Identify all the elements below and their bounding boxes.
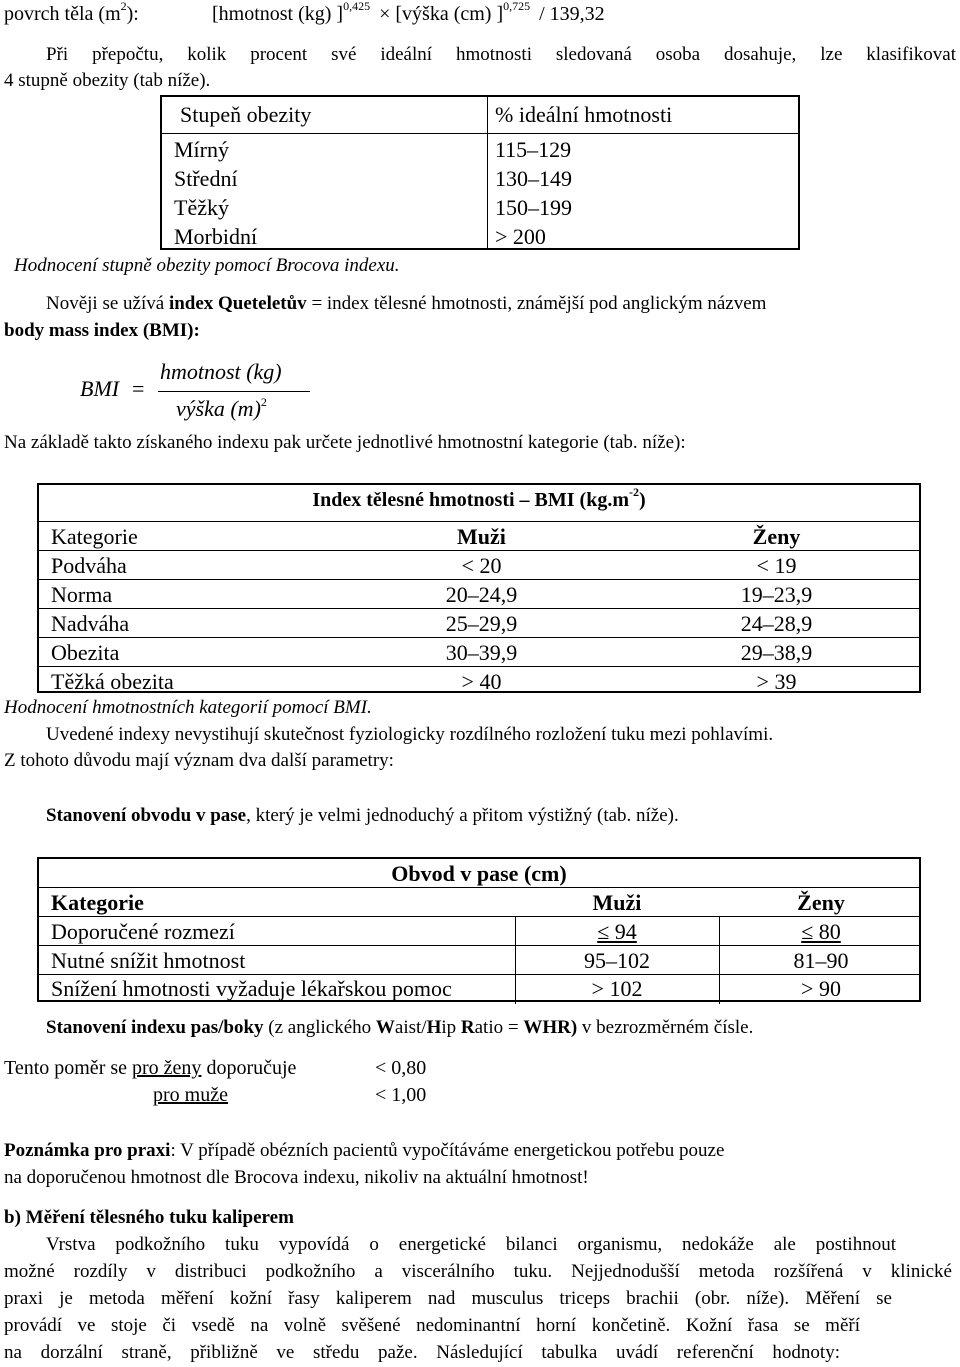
letter-w: W xyxy=(375,1017,395,1038)
header-men: Muži xyxy=(457,524,506,549)
denominator-text: výška xyxy=(176,396,225,421)
ratio-women-line xyxy=(4,1057,296,1080)
table-cell: 24–28,9 xyxy=(740,611,813,636)
text: : V případě obézních pacientů vypočítáváme energetickou potřebu pouze xyxy=(170,1140,725,1161)
formula-prefix: povrch těla (m xyxy=(4,3,121,25)
whr-abbr: WHR) xyxy=(523,1017,578,1038)
formula-mid: ): xyxy=(126,3,139,25)
table-row xyxy=(39,945,919,975)
table-cell: Obezita xyxy=(51,640,120,665)
table-cell: 81–90 xyxy=(793,948,849,973)
formula-weight: [hmotnost (kg) ] xyxy=(212,3,344,25)
section-b-line: praxi je metoda měření kožní řasy kaliperem nad musculus triceps brachii (obr. níže). Měření se xyxy=(4,1288,892,1309)
table-row xyxy=(39,608,919,638)
waist-table-title: Obvod v pase (cm) xyxy=(391,861,567,886)
obesity-para-line2: 4 stupně obezity (tab níže). xyxy=(4,70,211,91)
indexes-line2: Z tohoto důvodu mají význam dva další parametry: xyxy=(4,750,394,771)
table-row xyxy=(39,550,919,580)
table-divider xyxy=(162,133,798,134)
table-cell: 130–149 xyxy=(495,166,572,191)
waist-intro xyxy=(46,805,679,827)
formula-height-exp: 0,725 xyxy=(503,0,531,13)
table-row xyxy=(39,974,919,1004)
table-row xyxy=(39,916,919,946)
section-b-line: na dorzální straně, přibližně ve středu paže. Následující tabulka uvádí referenční hodnoty: xyxy=(4,1342,840,1363)
table-cell: > 90 xyxy=(801,976,841,1001)
table-cell: > 39 xyxy=(756,669,797,694)
text: atio = xyxy=(474,1017,524,1038)
text: v bezrozměrném čísle. xyxy=(577,1017,754,1038)
whr-line xyxy=(46,1017,753,1039)
formula-height: [výška (cm) ] xyxy=(395,3,504,25)
table-cell: < 20 xyxy=(461,553,502,578)
bmi-formula-eq: = xyxy=(132,376,145,401)
table-cell: ≤ 80 xyxy=(801,919,841,944)
text: , který je velmi jednoduchý a přitom výstižný (tab. níže). xyxy=(246,805,679,826)
denominator-exp: 2 xyxy=(260,395,267,409)
table-cell: Nadváha xyxy=(51,611,130,636)
table-cell: Morbidní xyxy=(174,224,258,249)
table-cell: > 40 xyxy=(461,669,502,694)
title-end: ) xyxy=(639,489,646,511)
header-percent: % ideální hmotnosti xyxy=(495,102,673,127)
bmi-formula-lhs: BMI xyxy=(80,376,120,401)
table-cell: < 19 xyxy=(756,553,797,578)
formula-weight-term xyxy=(212,0,605,26)
table-cell: 30–39,9 xyxy=(445,640,518,665)
table-cell: ≤ 94 xyxy=(597,919,637,944)
indexes-line1: Uvedené indexy nevystihují skutečnost fyziologicky rozdílného rozložení tuku mezi pohlavími. xyxy=(46,724,774,745)
header-category: Kategorie xyxy=(51,890,144,915)
table-cell: Mírný xyxy=(174,137,229,162)
header-women: Ženy xyxy=(797,890,845,915)
waist-term: Stanovení obvodu v pase xyxy=(46,805,247,826)
bmi-numerator xyxy=(160,359,282,385)
quetelet-term: index Queteletův xyxy=(168,293,307,314)
bmi-categories-text: Na základě takto získaného indexu pak určete jednotlivé hmotnostní kategorie (tab. níže): xyxy=(4,432,686,453)
table-cell: 115–129 xyxy=(495,137,572,162)
table-cell: > 200 xyxy=(495,224,546,249)
letter-h: H xyxy=(426,1017,442,1038)
broca-caption: Hodnocení stupně obezity pomocí Brocova indexu. xyxy=(14,255,400,276)
letter-r: R xyxy=(460,1017,475,1038)
bmi-caption: Hodnocení hmotnostních kategorií pomocí BMI. xyxy=(4,697,372,718)
table-row xyxy=(39,579,919,609)
note-line1 xyxy=(4,1140,724,1162)
table-cell: Nutné snížit hmotnost xyxy=(51,948,246,973)
table-divider xyxy=(487,97,488,248)
header-degree: Stupeň obezity xyxy=(180,102,312,127)
text: ip xyxy=(441,1017,461,1038)
table-row xyxy=(39,637,919,667)
times-sign: × xyxy=(379,3,391,25)
text: Tento poměr se xyxy=(4,1057,133,1079)
text: Nověji se užívá xyxy=(46,293,169,314)
waist-table xyxy=(37,857,921,1002)
table-cell: 150–199 xyxy=(495,195,572,220)
numerator-unit: (kg) xyxy=(246,359,282,384)
obesity-para-line1: Při přepočtu, kolik procent své ideální hmotnosti sledovaná osoba dosahuje, lze klasifikovat xyxy=(46,44,956,65)
ratio-men-value: < 1,00 xyxy=(375,1084,427,1106)
denominator-unit: (m) xyxy=(230,396,261,421)
text: = index tělesné hmotnosti, známější pod anglickým názvem xyxy=(306,293,767,314)
table-row xyxy=(39,521,919,551)
table-cell: 95–102 xyxy=(584,948,650,973)
bmi-denominator xyxy=(176,396,267,422)
table-cell: Snížení hmotnosti vyžaduje lékařskou pomoc xyxy=(51,976,452,1001)
section-b-heading: b) Měření tělesného tuku kaliperem xyxy=(4,1207,294,1228)
table-row xyxy=(39,666,919,696)
text: doporučuje xyxy=(201,1057,297,1079)
table-cell: Podváha xyxy=(51,553,127,578)
numerator-text: hmotnost xyxy=(160,359,241,384)
text: aist/ xyxy=(394,1017,427,1038)
fraction-line xyxy=(158,391,310,392)
men-label: pro muže xyxy=(153,1084,228,1106)
section-b-line: Vrstva podkožního tuku vypovídá o energetické bilanci organismu, nedokáže ale postihnout xyxy=(46,1234,896,1255)
table-cell: 20–24,9 xyxy=(445,582,518,607)
section-b-line: možné rozdíly v distribuci podkožního a viscerálního tuku. Nejjednodušší metoda rozšířená v klinické xyxy=(4,1261,952,1282)
whr-term: Stanovení indexu pas/boky xyxy=(46,1017,264,1038)
women-label: pro ženy xyxy=(132,1057,202,1079)
table-cell: 19–23,9 xyxy=(740,582,813,607)
table-cell: > 102 xyxy=(591,976,643,1001)
formula-exp: 2 xyxy=(120,0,127,13)
header-men: Muži xyxy=(592,890,642,915)
bmi-intro-line1 xyxy=(46,293,766,315)
table-row xyxy=(39,887,919,917)
formula-divisor: / 139,32 xyxy=(539,3,605,25)
title-exp: -2 xyxy=(629,485,639,499)
table-cell: Těžký xyxy=(174,195,229,220)
header-women: Ženy xyxy=(752,524,801,549)
note-line2: na doporučenou hmotnost dle Brocova indexu, nikoliv na aktuální hmotnost! xyxy=(4,1167,589,1188)
broca-table xyxy=(160,95,800,250)
formula-weight-exp: 0,425 xyxy=(343,0,371,13)
table-cell: 29–38,9 xyxy=(740,640,813,665)
title-text: Index tělesné hmotnosti – BMI (kg.m xyxy=(312,489,629,511)
table-cell: Těžká obezita xyxy=(51,669,174,694)
bmi-intro-line2: body mass index (BMI): xyxy=(4,320,200,341)
table-cell: 25–29,9 xyxy=(445,611,518,636)
table-cell: Norma xyxy=(51,582,113,607)
ratio-women-value: < 0,80 xyxy=(375,1057,427,1079)
table-cell: Doporučené rozmezí xyxy=(51,919,235,944)
note-label: Poznámka pro praxi xyxy=(4,1140,171,1161)
text: (z anglického xyxy=(263,1017,376,1038)
bmi-table-title xyxy=(39,485,919,512)
table-cell: Střední xyxy=(174,166,238,191)
header-category: Kategorie xyxy=(51,524,138,549)
section-b-line: provádí ve stoje či vsedě na volně svěšené nedominantní horní končetině. Kožní řasa se měří xyxy=(4,1315,860,1336)
bmi-table xyxy=(37,483,921,693)
body-surface-formula xyxy=(4,0,139,26)
